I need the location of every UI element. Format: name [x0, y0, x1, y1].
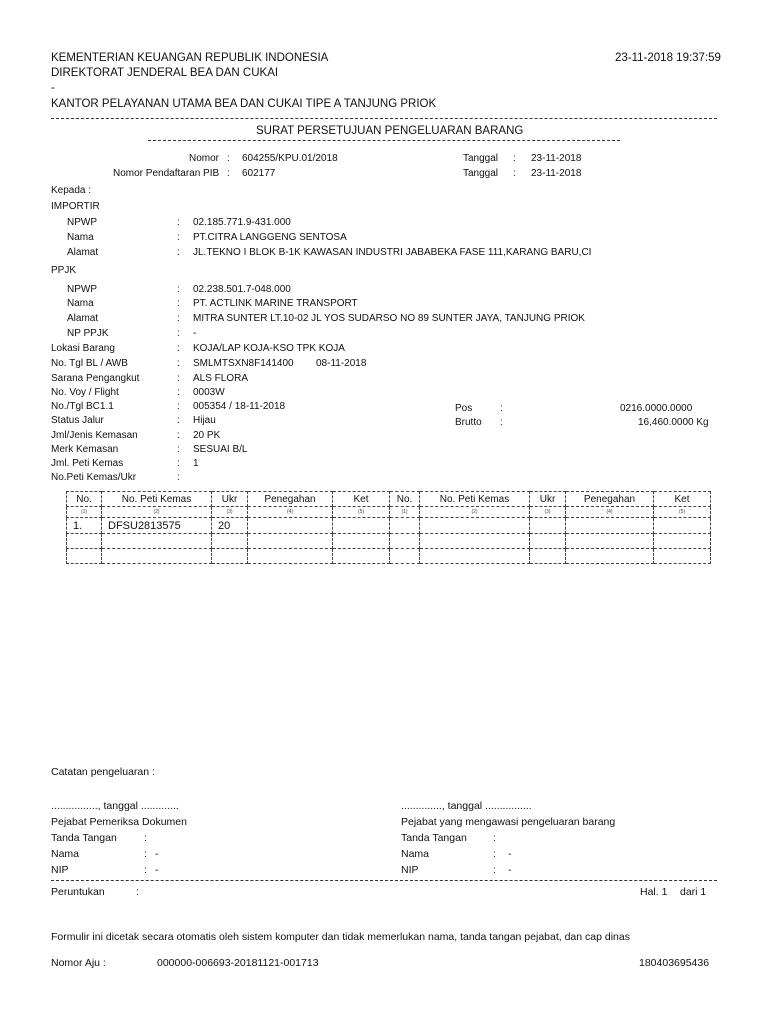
print-datetime: 23-11-2018 19:37:59 [615, 52, 721, 64]
ppjk-nama: PT. ACTLINK MARINE TRANSPORT [193, 298, 358, 309]
peti-label: Jml. Peti Kemas [51, 458, 124, 469]
column-number: (2) [102, 507, 212, 518]
voy-label: No. Voy / Flight [51, 387, 119, 398]
ppjk-np-label: NP PPJK [67, 328, 109, 339]
colon: : [177, 298, 180, 309]
colon: : [177, 472, 180, 483]
colon: : [177, 284, 180, 295]
peti-value: 1 [193, 458, 199, 469]
empty-cell [248, 518, 333, 534]
column-number: (1) [67, 507, 102, 518]
tanggal-label: Tanggal [463, 168, 499, 179]
colon: : [500, 417, 503, 428]
bc-value: 005354 / 18-11-2018 [193, 401, 286, 412]
colon: : [177, 217, 180, 228]
sarana-label: Sarana Pengangkut [51, 373, 140, 384]
importir-nama-label: Nama [67, 232, 94, 243]
kemasan-value: 20 PK [193, 430, 221, 441]
left-nama-label: Nama [51, 848, 80, 860]
ppjk-nama-label: Nama [67, 298, 94, 309]
column-number: (4) [566, 507, 654, 518]
kepada-label: Kepada : [51, 185, 92, 196]
bl-value: SMLMTSXN8F141400 [193, 358, 294, 369]
empty-cell [530, 534, 566, 549]
left-date-line: ................, tanggal ............. [51, 800, 179, 812]
empty-cell [530, 549, 566, 564]
petiukr-label: No.Peti Kemas/Ukr [51, 472, 137, 483]
importir-heading: IMPORTIR [51, 201, 100, 212]
pib-label: Nomor Pendaftaran PIB [113, 168, 220, 179]
colon: : [177, 328, 180, 339]
right-nama-label: Nama [401, 848, 430, 860]
page-total: dari 1 [680, 886, 707, 898]
empty-cell [530, 518, 566, 534]
jalur-value: Hijau [193, 415, 216, 426]
column-number: (2) [420, 507, 530, 518]
tanggal-value: 23-11-2018 [531, 168, 582, 179]
empty-cell [102, 549, 212, 564]
empty-cell [420, 549, 530, 564]
table-header: No. [67, 492, 102, 507]
jalur-label: Status Jalur [51, 415, 104, 426]
empty-cell [333, 518, 390, 534]
ministry-name: KEMENTERIAN KEUANGAN REPUBLIK INDONESIA [51, 52, 329, 64]
table-header: No. [390, 492, 420, 507]
colon: : [144, 832, 147, 844]
colon: : [177, 401, 180, 412]
nomor-aju-value: 000000-006693-20181121-001713 [157, 957, 319, 969]
ppjk-alamat: MITRA SUNTER LT.10-02 JL YOS SUDARSO NO 89 SUNTER JAYA, TANJUNG PRIOK [193, 313, 585, 324]
colon: : [493, 864, 496, 876]
right-official-title: Pejabat yang mengawasi pengeluaran barang [401, 816, 616, 828]
colon: : [177, 247, 180, 258]
ppjk-npwp-label: NPWP [67, 284, 97, 295]
bl-label: No. Tgl BL / AWB [51, 358, 128, 369]
empty-cell [248, 549, 333, 564]
column-number: (1) [390, 507, 420, 518]
brutto-label: Brutto [455, 417, 482, 428]
lokasi-value: KOJA/LAP KOJA-KSO TPK KOJA [193, 343, 345, 354]
container-size: 20 [212, 518, 248, 534]
colon: : [144, 864, 147, 876]
tanggal-value: 23-11-2018 [531, 153, 582, 164]
colon: : [177, 232, 180, 243]
empty-cell [333, 534, 390, 549]
table-header: Ket [654, 492, 711, 507]
colon: : [227, 153, 230, 164]
column-number: (5) [654, 507, 711, 518]
table-header: Penegahan [248, 492, 333, 507]
empty-cell [654, 534, 711, 549]
voy-value: 0003W [193, 387, 225, 398]
table-row [67, 518, 711, 534]
importir-nama: PT.CITRA LANGGENG SENTOSA [193, 232, 347, 243]
ppjk-alamat-label: Alamat [67, 313, 99, 324]
empty-cell [654, 549, 711, 564]
pos-value: 0216.0000.0000 [620, 403, 693, 414]
empty-cell [67, 549, 102, 564]
pos-label: Pos [455, 403, 473, 414]
table-header: Penegahan [566, 492, 654, 507]
importir-npwp: 02.185.771.9-431.000 [193, 217, 291, 228]
colon: : [493, 832, 496, 844]
kemasan-label: Jml/Jenis Kemasan [51, 430, 138, 441]
right-ttd-label: Tanda Tangan [401, 832, 467, 844]
table-header: No. Peti Kemas [102, 492, 212, 507]
colon: : [177, 343, 180, 354]
colon: : [177, 373, 180, 384]
merk-label: Merk Kemasan [51, 444, 119, 455]
nomor-label: Nomor [189, 153, 220, 164]
merk-value: SESUAI B/L [193, 444, 248, 455]
empty-cell [566, 549, 654, 564]
empty-cell [566, 534, 654, 549]
colon: : [177, 313, 180, 324]
empty-cell [67, 534, 102, 549]
left-nip-label: NIP [51, 864, 69, 876]
container-table [66, 491, 711, 564]
empty-cell [390, 549, 420, 564]
table-header: Ket [333, 492, 390, 507]
header-dash: - [51, 82, 55, 94]
colon: : [500, 403, 503, 414]
colon: : [177, 444, 180, 455]
column-number: (4) [248, 507, 333, 518]
empty-cell [390, 534, 420, 549]
importir-npwp-label: NPWP [67, 217, 97, 228]
empty-cell [390, 518, 420, 534]
ppjk-np: - [193, 328, 197, 339]
footer-divider [51, 880, 717, 881]
column-number: (3) [212, 507, 248, 518]
ppjk-npwp: 02.238.501.7-048.000 [193, 284, 291, 295]
empty-cell [212, 549, 248, 564]
colon: : [177, 415, 180, 426]
colon: : [136, 886, 139, 898]
empty-cell [420, 534, 530, 549]
bl-date: 08-11-2018 [316, 358, 367, 369]
container-number: DFSU2813575 [102, 518, 212, 534]
empty-cell [333, 549, 390, 564]
pib-value: 602177 [242, 168, 276, 179]
document-title: SURAT PERSETUJUAN PENGELUARAN BARANG [256, 125, 524, 137]
colon: : [513, 153, 516, 164]
left-nama-value: - [155, 848, 159, 860]
table-header: Ukr [212, 492, 248, 507]
column-number: (3) [530, 507, 566, 518]
nomor-aju-label: Nomor Aju : [51, 957, 106, 969]
row-number: 1. [67, 518, 102, 534]
empty-cell [654, 518, 711, 534]
catatan-label: Catatan pengeluaran : [51, 766, 155, 778]
left-ttd-label: Tanda Tangan [51, 832, 117, 844]
colon: : [493, 848, 496, 860]
auto-print-note: Formulir ini dicetak secara otomatis oleh sistem komputer dan tidak memerlukan nama, tanda tangan pejabat, dan cap dinas [51, 931, 630, 943]
bc-label: No./Tgl BC1.1 [51, 401, 114, 412]
column-number: (5) [333, 507, 390, 518]
tanggal-label: Tanggal [463, 153, 499, 164]
empty-cell [248, 534, 333, 549]
importir-alamat-label: Alamat [67, 247, 99, 258]
importir-alamat: JL.TEKNO I BLOK B-1K KAWASAN INDUSTRI JABABEKA FASE 111,KARANG BARU,CI [193, 247, 592, 258]
empty-cell [102, 534, 212, 549]
table-header: Ukr [530, 492, 566, 507]
colon: : [227, 168, 230, 179]
table-row [67, 534, 711, 549]
right-nip-label: NIP [401, 864, 419, 876]
directorate-name: DIREKTORAT JENDERAL BEA DAN CUKAI [51, 67, 279, 79]
left-official-title: Pejabat Pemeriksa Dokumen [51, 816, 187, 828]
left-nip-value: - [155, 864, 159, 876]
right-nama-value: - [508, 848, 512, 860]
office-name: KANTOR PELAYANAN UTAMA BEA DAN CUKAI TIPE A TANJUNG PRIOK [51, 98, 437, 110]
empty-cell [566, 518, 654, 534]
colon: : [177, 358, 180, 369]
table-row [67, 549, 711, 564]
colon: : [177, 458, 180, 469]
peruntukan-label: Peruntukan [51, 886, 105, 898]
page-number: Hal. 1 [640, 886, 668, 898]
right-date-line: .............., tanggal ................ [401, 800, 532, 812]
sarana-value: ALS FLORA [193, 373, 249, 384]
table-header: No. Peti Kemas [420, 492, 530, 507]
right-nip-value: - [508, 864, 512, 876]
colon: : [177, 387, 180, 398]
lokasi-label: Lokasi Barang [51, 343, 115, 354]
header-divider [51, 118, 717, 119]
empty-cell [420, 518, 530, 534]
document-code: 180403695436 [639, 957, 710, 969]
colon: : [513, 168, 516, 179]
ppjk-heading: PPJK [51, 265, 77, 276]
brutto-value: 16,460.0000 Kg [638, 417, 709, 428]
title-underline [148, 140, 620, 141]
colon: : [177, 430, 180, 441]
colon: : [144, 848, 147, 860]
empty-cell [212, 534, 248, 549]
nomor-value: 604255/KPU.01/2018 [242, 153, 338, 164]
